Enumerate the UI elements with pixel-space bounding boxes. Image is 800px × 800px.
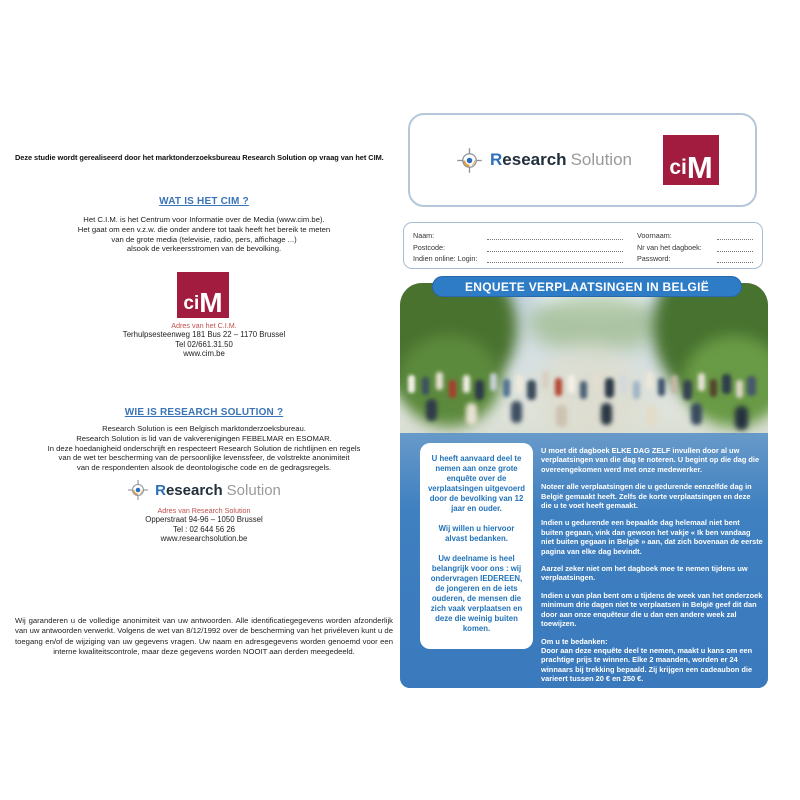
password-label: Password: — [637, 254, 671, 263]
cim-logo-text: ci — [183, 292, 200, 314]
cim-address-label: Adres van het C.I.M. — [171, 321, 237, 330]
field-voornaam[interactable] — [717, 230, 753, 240]
wordmark-esearch: esearch — [165, 481, 223, 499]
street-crowd-photo — [400, 283, 768, 688]
rs-address-website: www.researchsolution.be — [160, 534, 248, 544]
importance-paragraph: Uw deelname is heel belangrijk voor ons : wij ondervragen IEDEREEN, de jongeren en de iets ouderen, de mensen die zich vaak verplaatsen en deze die weinig buiten komen. — [430, 554, 523, 633]
cim-body-line: Het gaat om een v.z.w. die onder andere tot taak heeft het bereik te meten — [77, 224, 331, 234]
rs-address-phone: Tel : 02 644 56 26 — [173, 524, 235, 534]
cim-body-line: Het C.I.M. is het Centrum voor Informatie over de Media (www.cim.be). — [83, 215, 325, 224]
cim-address-phone: Tel 02/661.31.50 — [175, 339, 233, 349]
form-row — [413, 241, 753, 252]
field-postcode[interactable] — [487, 242, 623, 252]
cim-section-body — [15, 215, 393, 254]
cim-logo-text: ci — [669, 156, 687, 180]
cim-address-block — [15, 330, 393, 359]
rs-address-block — [15, 515, 393, 544]
cim-body-line: alsook de verkeersstromen van de bevolking. — [126, 244, 282, 254]
rs-body-line: In deze hoedanigheid onderschrijft en respecteert Research Solution de richtlijnen en regels — [47, 443, 361, 453]
wordmark-solution: Solution — [570, 150, 632, 169]
thanks-paragraph: Wij willen u hiervoor alvast bedanken. — [438, 524, 515, 543]
rs-address-label: Adres van Research Solution — [157, 506, 251, 515]
form-row — [413, 229, 753, 240]
intro-text: Deze studie wordt gerealiseerd door het marktonderzoeksbureau Research Solution op vraag van het CIM. — [15, 153, 384, 162]
field-login[interactable] — [487, 253, 623, 263]
participant-form-card — [403, 222, 763, 269]
wordmark-esearch: esearch — [502, 150, 567, 169]
rs-body-line: Research Solution is een Belgisch marktonderzoeksbureau. — [102, 424, 306, 433]
voornaam-label: Voornaam: — [637, 231, 672, 240]
cim-address-street: Terhulpsesteenweg 181 Bus 22 – 1170 Brussel — [122, 330, 286, 339]
survey-title-banner: ENQUETE VERPLAATSINGEN IN BELGIË — [432, 276, 742, 297]
reward-paragraph: Door aan deze enquête deel te nemen, maakt u kans om een prachtige prijs te winnen. Elke 2 maanden, worden er 24 winnaars bij trekking bepaald. Zij krijgen een cadeaubon die varieert tussen 20 € en 250 €. — [541, 645, 753, 684]
cim-body-line: van de grote media (televisie, radio, pers, affichage ...) — [111, 234, 297, 244]
wordmark-r: R — [155, 481, 166, 499]
cim-section-heading: WAT IS HET CIM ? — [159, 196, 249, 207]
welcome-white-box — [420, 443, 533, 649]
rs-body-line: Research Solution is lid van de vakverenigingen FEBELMAR en ESOMAR. — [76, 433, 332, 443]
crosshair-target-icon — [456, 147, 483, 174]
crosshair-target-icon — [127, 479, 149, 501]
form-row — [413, 252, 753, 263]
logo-header-card — [408, 113, 757, 207]
research-solution-wordmark — [155, 482, 281, 499]
cim-logo — [663, 135, 719, 185]
welcome-paragraph: U heeft aanvaard deel te nemen aan onze grote enquête over de verplaatsingen uitgevoerd door de bevolking van 12 jaar en ouder. — [427, 454, 526, 513]
cim-address-website: www.cim.be — [183, 349, 225, 359]
anonymity-footer-text: Wij garanderen u de volledige anonimiteit van uw antwoorden. Alle identificatiegegevens worden afzonderlijk van uw antwoorden verwerkt. Volgens de wet van 8/12/1992 over de bescherming van het privéleven kunt u de toegang en/of de wijziging van uw gegevens vragen. Uw naam en adresgegevens worden genoemd voor een interne kwaliteitscontrole, maar deze gegevens worden NOOIT aan derden meegedeeld. — [15, 616, 393, 657]
rs-section-body — [15, 424, 393, 473]
cim-logo-text-m: M — [199, 287, 223, 319]
left-tree-blur — [400, 335, 500, 427]
wordmark-r: R — [490, 150, 503, 169]
reward-heading: Om u te bedanken: — [541, 636, 608, 646]
research-solution-logo — [15, 479, 393, 501]
login-label: Indien online: Login: — [413, 254, 478, 263]
rs-address-street: Opperstraat 94-96 – 1050 Brussel — [145, 515, 263, 524]
wordmark-solution: Solution — [226, 481, 281, 499]
research-solution-wordmark — [490, 150, 632, 170]
pedestrian-crowd-blur — [408, 375, 415, 393]
instruction-paragraph: Indien u van plan bent om u tijdens de week van het onderzoek minimum drie dagen niet te verplaatsen in België geef dit dan door aan onze enquêteur die u dan een andere week zal toewijzen. — [541, 590, 763, 629]
field-password[interactable] — [717, 253, 753, 263]
postcode-label: Postcode: — [413, 242, 445, 252]
cim-logo — [177, 272, 229, 318]
right-tree-blur — [683, 335, 768, 427]
instruction-paragraph: Indien u gedurende een bepaalde dag helemaal niet bent buiten gegaan, vink dan gewoon het vakje « Ik ben vandaag niet buiten gegaan in België » aan, dat zich bovenaan de eerste pagina van elke dag bevindt. — [541, 518, 763, 556]
instruction-paragraph: U moet dit dagboek ELKE DAG ZELF invullen door al uw verplaatsingen van die dag te noteren. U begint op die dag die overeengekomen werd met onze medewerker. — [541, 446, 760, 474]
instruction-paragraph: Noteer alle verplaatsingen die u gedurende eenzelfde dag in België gemaakt heeft. Zelfs de korte verplaatsingen en deze die u te voet heeft gemaakt. — [541, 482, 752, 511]
cim-logo-text-m: M — [686, 149, 713, 185]
rs-body-line: van de respondenten alsook de deontologische code en de gedragsregels. — [76, 463, 332, 473]
naam-label: Naam: — [413, 231, 435, 240]
diary-instructions-text — [541, 446, 763, 688]
field-dagboeknr[interactable] — [717, 242, 753, 252]
research-solution-logo — [456, 147, 632, 174]
dagboeknr-label: Nr van het dagboek: — [637, 242, 702, 252]
field-naam[interactable] — [487, 230, 623, 240]
rs-section-heading: WIE IS RESEARCH SOLUTION ? — [124, 407, 284, 418]
instruction-paragraph: Aarzel zeker niet om het dagboek mee te nemen tijdens uw verplaatsingen. — [541, 564, 748, 583]
rs-body-line: van de wet ter bescherming van de persoonlijke levenssfeer, de volstrekte anonimiteit — [58, 453, 350, 463]
